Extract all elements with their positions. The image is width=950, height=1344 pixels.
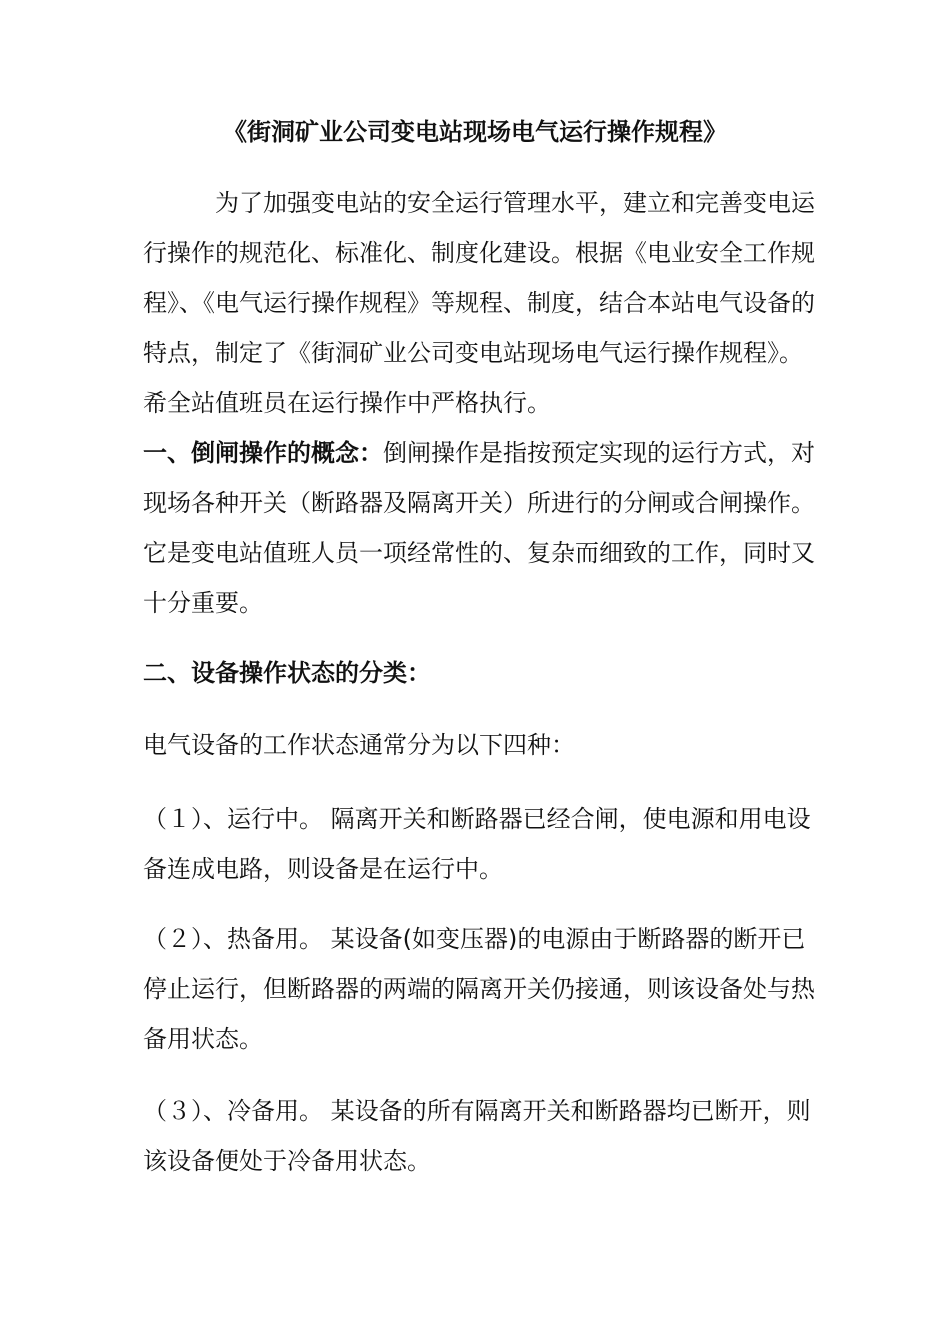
section-1-heading: 一、倒闸操作的概念：	[143, 439, 383, 467]
section-2-lead: 电气设备的工作状态通常分为以下四种：	[143, 731, 575, 759]
list-item-hot-standby: （２）、热备用。 某设备(如变压器)的电源由于断路器的断开已停止运行，但断路器的两端的隔离开关仍接通，则该设备处与热备用状态。	[143, 925, 815, 1053]
section-1-paragraph	[143, 428, 815, 628]
section-1-body: 倒闸操作是指按预定实现的运行方式，对现场各种开关（断路器及隔离开关）所进行的分闸或合闸操作。它是变电站值班人员一项经常性的、复杂而细致的工作，同时又十分重要。	[143, 439, 815, 617]
section-2-heading: 二、设备操作状态的分类：	[143, 659, 431, 687]
document-title: 《街洞矿业公司变电站现场电气运行操作规程》	[223, 118, 727, 146]
list-item-running: （１）、运行中。 隔离开关和断路器已经合闸，使电源和用电设备连成电路，则设备是在运行中。	[143, 805, 811, 883]
intro-paragraph: 为了加强变电站的安全运行管理水平，建立和完善变电运行操作的规范化、标准化、制度化建设。根据《电业安全工作规程》、《电气运行操作规程》等规程、制度，结合本站电气设备的特点，制定了《街洞矿业公司变电站现场电气运行操作规程》。希全站值班员在运行操作中严格执行。	[143, 189, 815, 417]
list-item-cold-standby: （３）、冷备用。 某设备的所有隔离开关和断路器均已断开，则该设备便处于冷备用状态。	[143, 1097, 811, 1175]
